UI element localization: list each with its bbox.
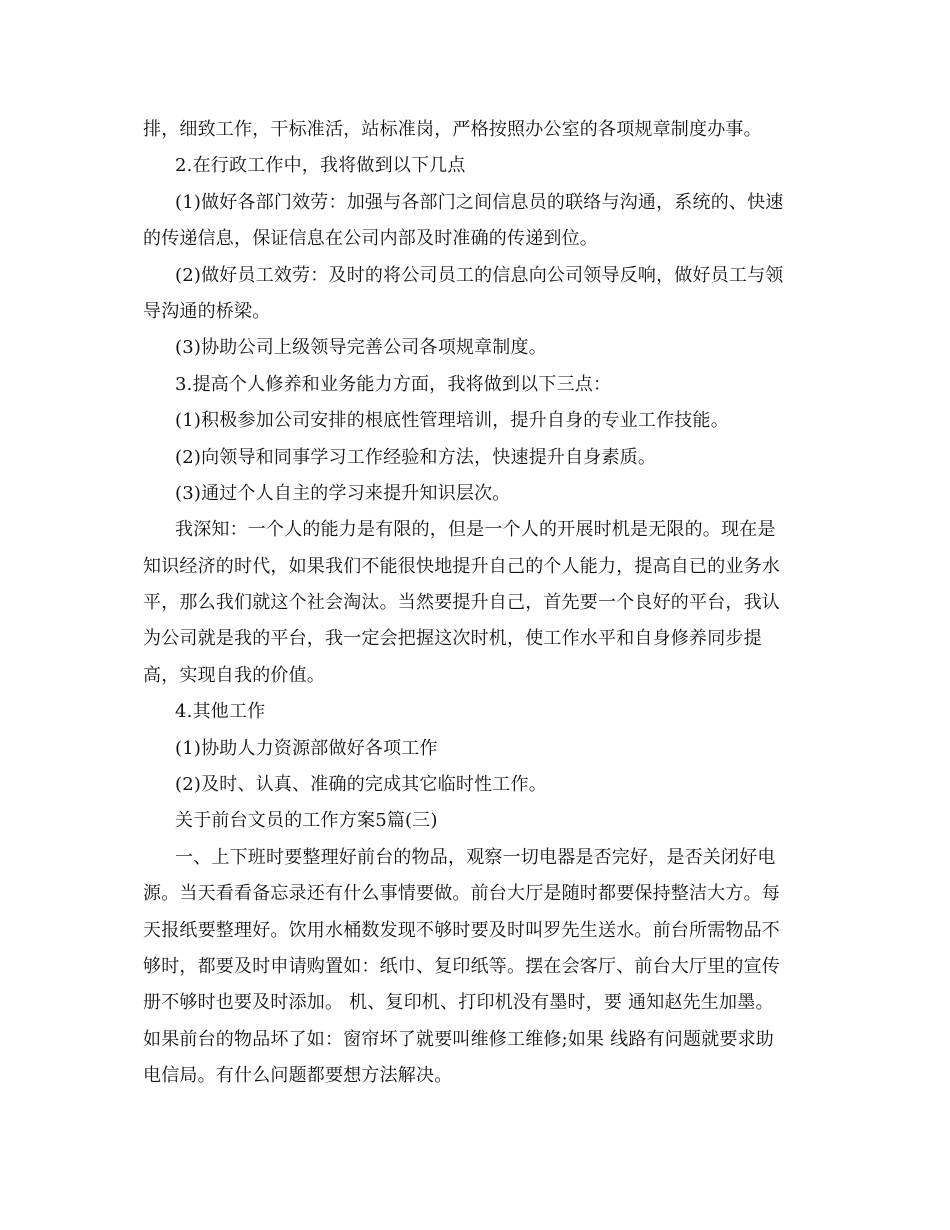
text-line: 的传递信息，保证信息在公司内部及时准确的传递到位。 xyxy=(143,228,598,250)
text-line: (1)做好各部门效劳：加强与各部门之间信息员的联络与沟通，系统的、快速 xyxy=(175,191,784,213)
text-line: 平，那么我们就这个社会淘汰。当然要提升自己，首先要一个良好的平台，我认 xyxy=(143,592,780,614)
text-line: 知识经济的时代，如果我们不能很快地提升自己的个人能力，提高自已的业务水 xyxy=(143,555,780,577)
text-line: 源。当天看看备忘录还有什么事情要做。前台大厅是随时都要保持整洁大方。每 xyxy=(143,883,780,905)
text-line: 为公司就是我的平台，我一定会把握这次时机，使工作水平和自身修养同步提 xyxy=(143,628,762,650)
text-line: 4.其他工作 xyxy=(175,701,266,723)
text-line: (2)向领导和同事学习工作经验和方法，快速提升自身素质。 xyxy=(175,446,657,468)
text-line: (1)积极参加公司安排的根底性管理培训，提升自身的专业工作技能。 xyxy=(175,410,729,432)
text-line: 关于前台文员的工作方案5篇(三) xyxy=(175,810,438,832)
text-line: 够时，都要及时申请购置如：纸巾、复印纸等。摆在会客厅、前台大厅里的宣传 xyxy=(143,955,780,977)
text-line: (2)做好员工效劳：及时的将公司员工的信息向公司领导反响，做好员工与领 xyxy=(175,264,784,286)
text-line: (3)通过个人自主的学习来提升知识层次。 xyxy=(175,482,511,504)
text-line: (3)协助公司上级领导完善公司各项规章制度。 xyxy=(175,337,547,359)
text-line: 高，实现自我的价值。 xyxy=(143,664,325,686)
text-line: 2.在行政工作中，我将做到以下几点 xyxy=(175,155,466,177)
text-line: 如果前台的物品坏了如：窗帘坏了就要叫维修工维修;如果 线路有问题就要求助 xyxy=(143,1028,774,1050)
document-body xyxy=(143,112,807,1095)
text-line: 册不够时也要及时添加。 机、复印机、打印机没有墨时，要 通知赵先生加墨。 xyxy=(143,992,774,1014)
text-line: 排，细致工作，干标准活，站标准岗，严格按照办公室的各项规章制度办事。 xyxy=(143,119,762,140)
text-line: 电信局。有什么问题都要想方法解决。 xyxy=(143,1065,453,1087)
text-line: 我深知：一个人的能力是有限的，但是一个人的开展时机是无限的。现在是 xyxy=(175,519,776,541)
text-line: 3.提高个人修养和业务能力方面，我将做到以下三点： xyxy=(175,373,612,395)
text-line: 一、上下班时要整理好前台的物品，观察一切电器是否完好，是否关闭好电 xyxy=(175,846,776,868)
text-line: 导沟通的桥梁。 xyxy=(143,300,271,322)
text-line: (2)及时、认真、准确的完成其它临时性工作。 xyxy=(175,774,547,796)
text-line: (1)协助人力资源部做好各项工作 xyxy=(175,737,438,759)
text-line: 天报纸要整理好。饮用水桶数发现不够时要及时叫罗先生送水。前台所需物品不 xyxy=(143,919,780,941)
